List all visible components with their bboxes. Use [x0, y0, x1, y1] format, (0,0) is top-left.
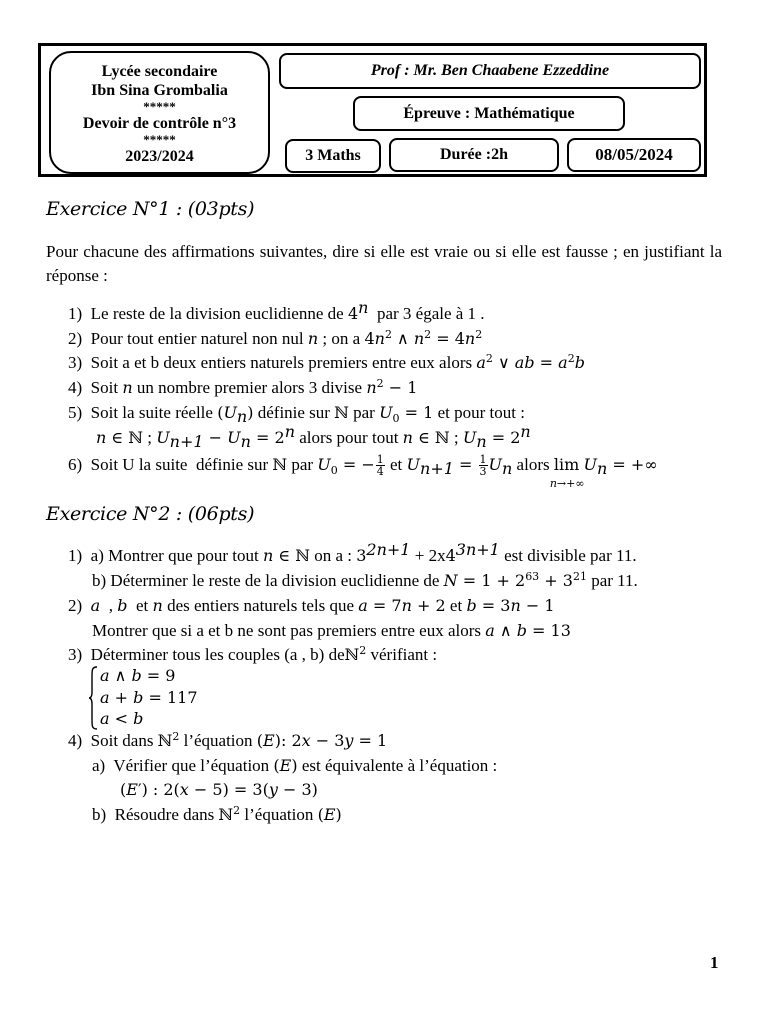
prof-box: Prof : Mr. Ben Chaabene Ezzeddine — [279, 53, 701, 89]
ex2-item-1b: b) Déterminer le reste de la division euclidienne de $N = 1 + 2^{63} + 3^{21}$ par 11. — [92, 570, 638, 590]
ex1-item-3: 3) Soit a et b deux entiers naturels premiers entre eux alors $a^2$ ∨ ab = $a^2b$ — [68, 352, 585, 372]
ex1-item-4: 4) Soit n un nombre premier alors 3 divise $n^2 - 1$ — [68, 377, 418, 397]
exercise-1-title: Exercice N°1 : (03pts) — [46, 198, 255, 220]
exercise-2-title: Exercice N°2 : (06pts) — [46, 503, 255, 525]
school-line2: Ibn Sina Grombalia — [91, 81, 228, 99]
system-eq-3: a < b — [100, 709, 144, 728]
page-number: 1 — [710, 953, 719, 972]
ex1-item-6: 6) Soit U la suite définie sur ℕ par $U_0$ = − $\frac{1}{4}$ et $U_{n+1}$ = $\frac{1}{3}$ $U_n$ alors lim n→+∞ $U_n$ = +∞ — [68, 453, 658, 490]
school-year: 2023/2024 — [125, 147, 194, 165]
subject-box: Épreuve : Mathématique — [353, 96, 625, 131]
ex1-item-5-cont: n ∈ ℕ ; $U_{n+1} - U_n = 2^n$ alors pour tout n ∈ ℕ ; $U_n = 2^n$ — [96, 422, 531, 451]
ex2-item-4: 4) Soit dans ℕ$^2$ l’équation (E): 2x − 3y = 1 — [68, 730, 388, 750]
ex2-item-3: 3) Déterminer tous les couples (a , b) deℕ$^2$ vérifiant : — [68, 644, 438, 664]
ex1-item-2: 2) Pour tout entier naturel non nul n ; on a $4n^2$ ∧ $n^2 = 4n^2$ — [68, 328, 483, 348]
date-box: 08/05/2024 — [567, 138, 701, 172]
stars-top: ***** — [143, 98, 176, 114]
duration-box: Durée :2h — [389, 138, 559, 172]
ex2-item-4b: b) Résoudre dans ℕ$^2$ l’équation (E) — [92, 804, 342, 824]
system-eq-2: a + b = 117 — [100, 688, 198, 707]
ex1-item-5: 5) Soit la suite réelle $(U_n)$ définie sur ℕ par $U_0 = 1$ et pour tout : — [68, 403, 525, 426]
system-eq-1: a ∧ b = 9 — [100, 666, 176, 685]
school-line1: Lycée secondaire — [101, 62, 218, 80]
ex2-item-1a: 1) a) Montrer que pour tout n ∈ ℕ on a : $3^{2n+1} + 2x4^{3n+1}$ est divisible par 11. — [68, 540, 637, 565]
ex2-item-2-cont: Montrer que si a et b ne sont pas premiers entre eux alors a ∧ b = 13 — [92, 621, 571, 640]
exam-title: Devoir de contrôle n°3 — [82, 114, 237, 132]
level-box: 3 Maths — [285, 139, 381, 173]
system-brace — [88, 666, 98, 730]
ex2-item-4a-eq: (E′) : 2(x − 5) = 3(y − 3) — [120, 780, 318, 799]
ex2-item-4a: a) Vérifier que l’équation (E) est équivalente à l’équation : — [92, 756, 498, 775]
stars-bottom: ***** — [143, 131, 176, 147]
ex1-item-1: 1) Le reste de la division euclidienne de 4$^n$ par 3 égale à 1 . — [68, 298, 485, 323]
exam-header — [38, 43, 707, 177]
exercise-1-intro: Pour chacune des affirmations suivantes, dire si elle est vraie ou si elle est fausse ; en justifiant la réponse : — [46, 242, 722, 285]
school-box — [49, 51, 270, 174]
ex2-item-2: 2) a , b et n des entiers naturels tels que a = 7n + 2 et b = 3n − 1 — [68, 596, 555, 615]
